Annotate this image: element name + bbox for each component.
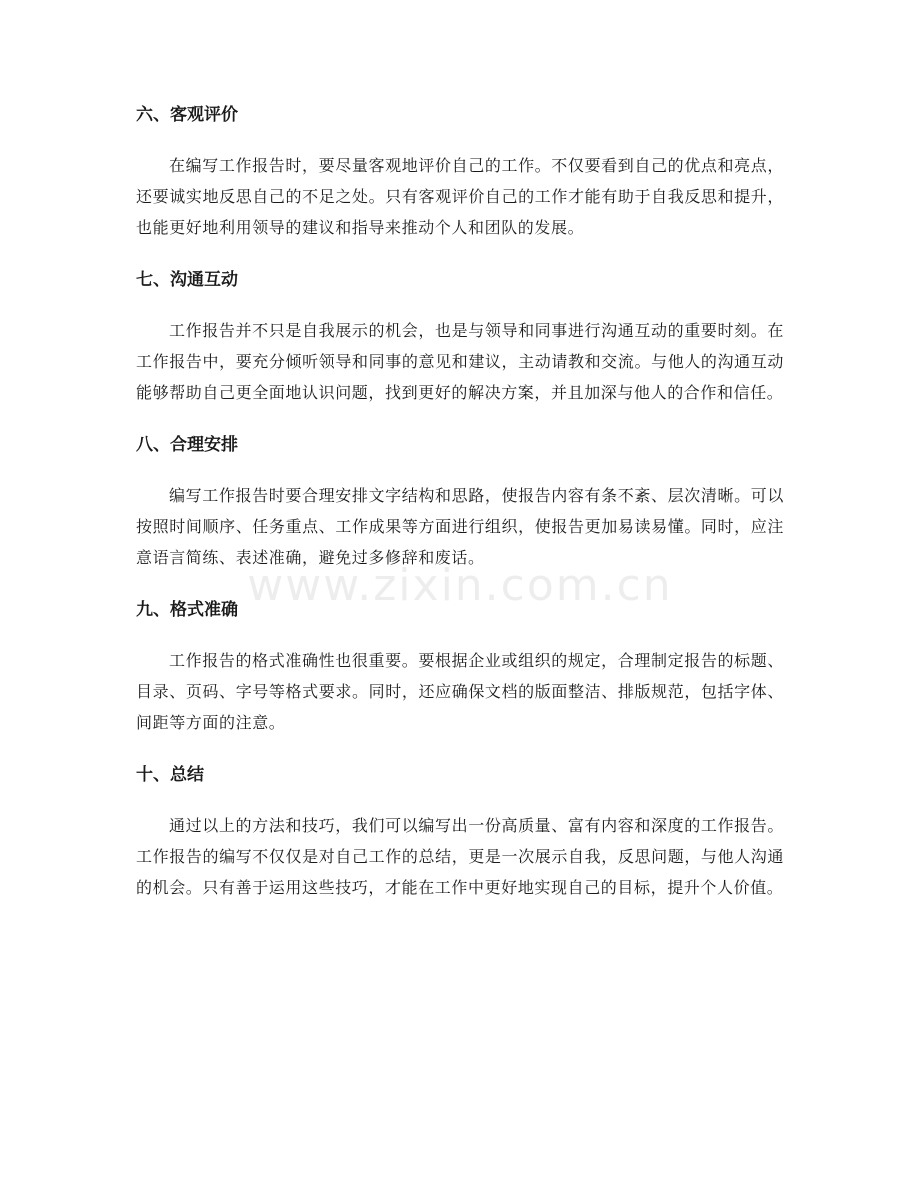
section-format [136, 599, 784, 738]
section-paragraph: 工作报告的格式准确性也很重要。要根据企业或组织的规定，合理制定报告的标题、目录、页码、字号等格式要求。同时，还应确保文档的版面整洁、排版规范，包括字体、间距等方面的注意。 [136, 651, 784, 732]
section-paragraph: 工作报告并不只是自我展示的机会，也是与领导和同事进行沟通互动的重要时刻。在工作报告中，要充分倾听领导和同事的意见和建议，主动请教和交流。与他人的沟通互动能够帮助自己更全面地认识问题，找到更好的解决方案，并且加深与他人的合作和信任。 [136, 321, 784, 402]
section-objective-evaluation [136, 104, 784, 243]
section-arrangement [136, 434, 784, 573]
section-heading: 七、沟通互动 [136, 270, 238, 290]
section-heading: 六、客观评价 [136, 105, 238, 125]
section-heading: 八、合理安排 [136, 435, 238, 455]
section-paragraph: 编写工作报告时要合理安排文字结构和思路，使报告内容有条不紊、层次清晰。可以按照时间顺序、任务重点、工作成果等方面进行组织，使报告更加易读易懂。同时，应注意语言简练、表述准确，避免过多修辞和废话。 [136, 486, 784, 567]
watermark: www.zixin.com.cn [247, 560, 673, 611]
section-summary [136, 764, 784, 903]
section-heading: 九、格式准确 [136, 600, 238, 620]
section-paragraph: 通过以上的方法和技巧，我们可以编写出一份高质量、富有内容和深度的工作报告。工作报告的编写不仅仅是对自己工作的总结，更是一次展示自我，反思问题，与他人沟通的机会。只有善于运用这些技巧，才能在工作中更好地实现自己的目标，提升个人价值。 [136, 816, 784, 897]
section-communication [136, 269, 784, 408]
section-paragraph: 在编写工作报告时，要尽量客观地评价自己的工作。不仅要看到自己的优点和亮点，还要诚实地反思自己的不足之处。只有客观评价自己的工作才能有助于自我反思和提升，也能更好地利用领导的建议和指导来推动个人和团队的发展。 [136, 156, 784, 237]
section-heading: 十、总结 [136, 765, 204, 785]
document-body [136, 104, 784, 929]
